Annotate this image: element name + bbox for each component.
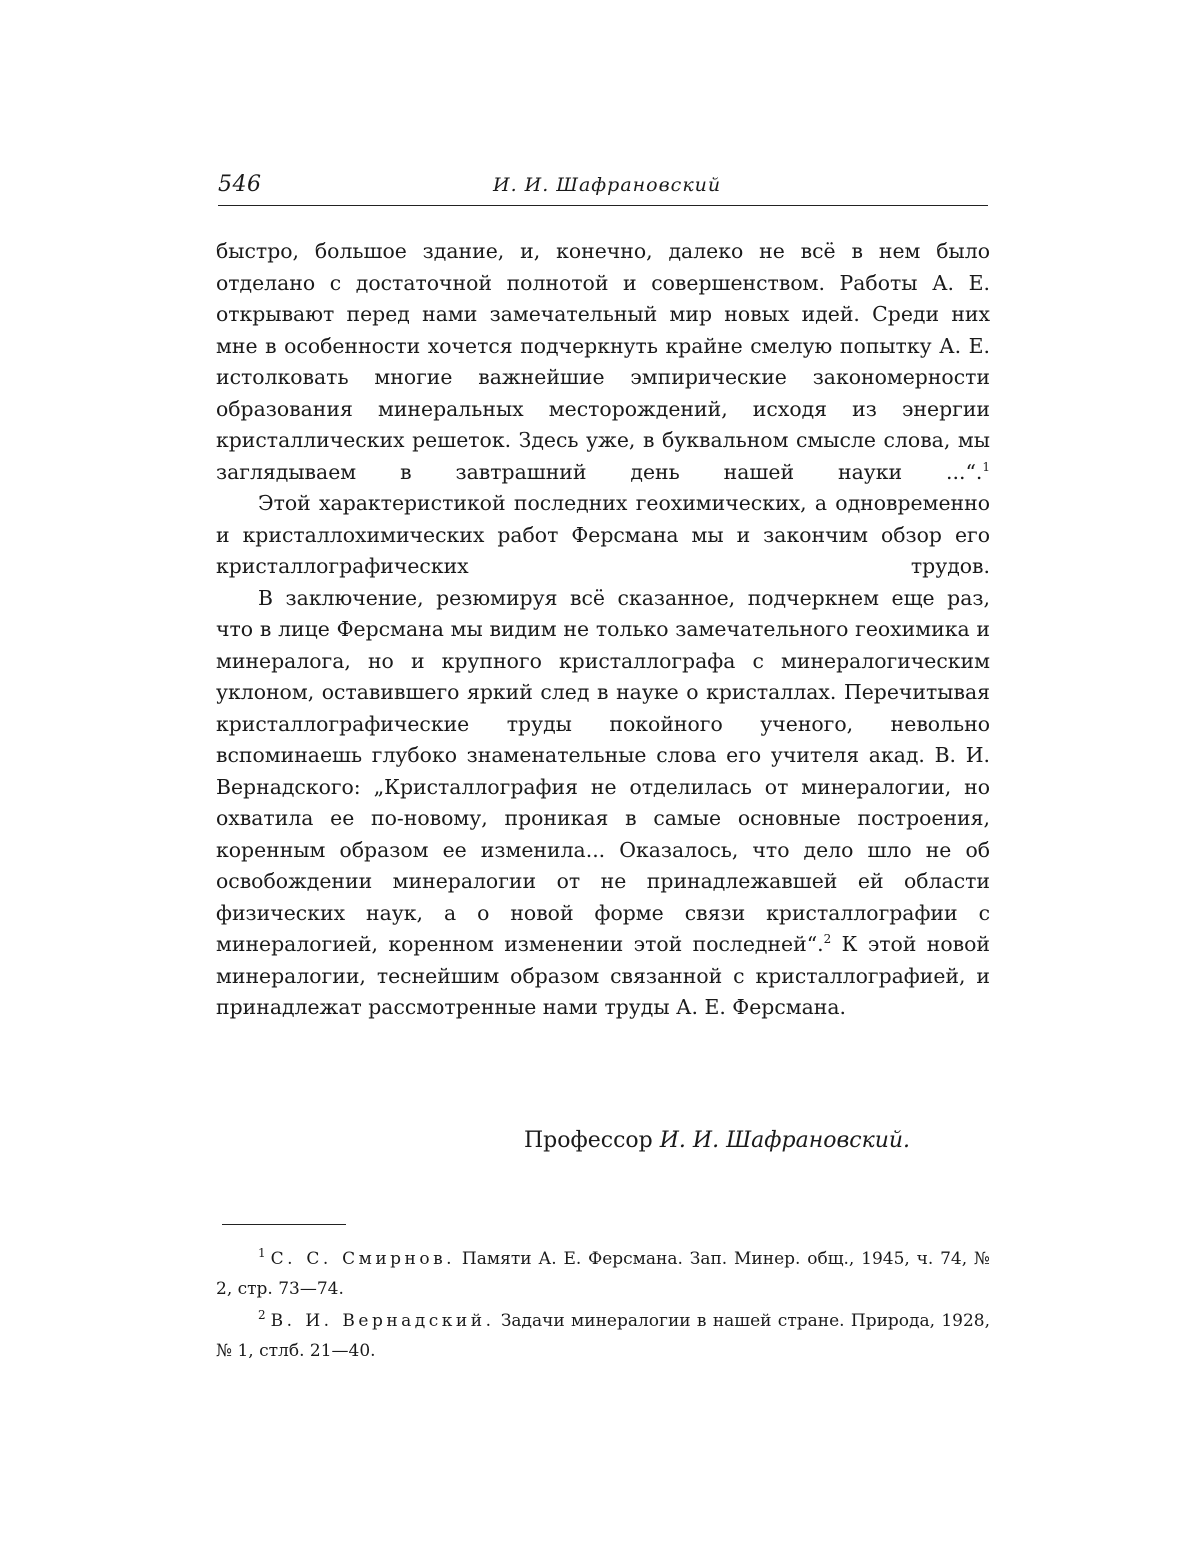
footnotes [216, 1244, 990, 1368]
footnote-rule [222, 1224, 346, 1225]
paragraph-text: быстро, большое здание, и, конечно, далеко не всё в нем было отделано с достаточной полнотой и совершенством. Работы А. Е. открывают перед нами замечательный мир новых идей. Среди них мне в особенности хочется подчеркнуть крайне смелую попытку А. Е. истолковать многие важнейшие эмпирические закономерности образования минеральных месторождений, исходя из энергии кристаллических решеток. Здесь уже, в буквальном смысле слова, мы заглядываем в завтрашний день нашей науки ...“. [216, 239, 990, 484]
paragraph [216, 583, 990, 1024]
body-text [216, 236, 990, 1024]
footnote [216, 1306, 990, 1366]
footnote [216, 1244, 990, 1304]
paragraph-text: К этой новой минералогии, теснейшим образом связанной с кристаллографией, и принадлежат рассмотренные нами труды А. Е. Ферсмана. [216, 932, 990, 1019]
footnote-text: Задачи минералогии в нашей стране. Природа, 1928, № 1, стлб. 21—40. [216, 1311, 990, 1361]
paragraph [216, 236, 990, 488]
footnote-author: С. С. Смирнов. [271, 1249, 455, 1269]
footnote-author: В. И. Вернадский. [271, 1311, 495, 1331]
header-rule [218, 205, 988, 206]
footnote-ref: 2 [824, 932, 832, 946]
running-head: И. И. Шафрановский [493, 174, 721, 196]
footnote-text: Памяти А. Е. Ферсмана. Зап. Минер. общ., 1945, ч. 74, № 2, стр. 73—74. [216, 1249, 990, 1299]
document-page [0, 0, 1200, 1560]
signature-title: Профессор [524, 1128, 653, 1153]
footnote-ref: 1 [982, 460, 990, 474]
page-number: 546 [218, 172, 262, 197]
page-header [218, 172, 988, 204]
signature-name: И. И. Шафрановский. [660, 1128, 910, 1153]
paragraph-text: Этой характеристикой последних геохимических, а одновременно и кристаллохимических работ Ферсмана мы и закончим обзор его кристаллографических трудов. [216, 491, 990, 578]
paragraph-text: В заключение, резюмируя всё сказанное, подчеркнем еще раз, что в лице Ферсмана мы видим не только замечательного геохимика и минералога, но и крупного кристаллографа с минералогическим уклоном, оставившего яркий след в науке о кристаллах. Перечитывая кристаллографические труды покойного ученого, невольно вспоминаешь глубоко знаменательные слова его учителя акад. В. И. Вернадского: „Кристаллография не отделилась от минералогии, но охватила ее по-новому, проникая в самые основные построения, коренным образом ее изменила... Оказалось, что дело шло не об освобождении минералогии от не принадлежавшей ей области физических наук, а о новой форме связи кристаллографии с минералогией, коренном изменении этой последней“. [216, 586, 990, 957]
signature [524, 1128, 964, 1153]
footnote-number: 1 [258, 1246, 266, 1260]
paragraph [216, 488, 990, 583]
footnote-number: 2 [258, 1308, 266, 1322]
